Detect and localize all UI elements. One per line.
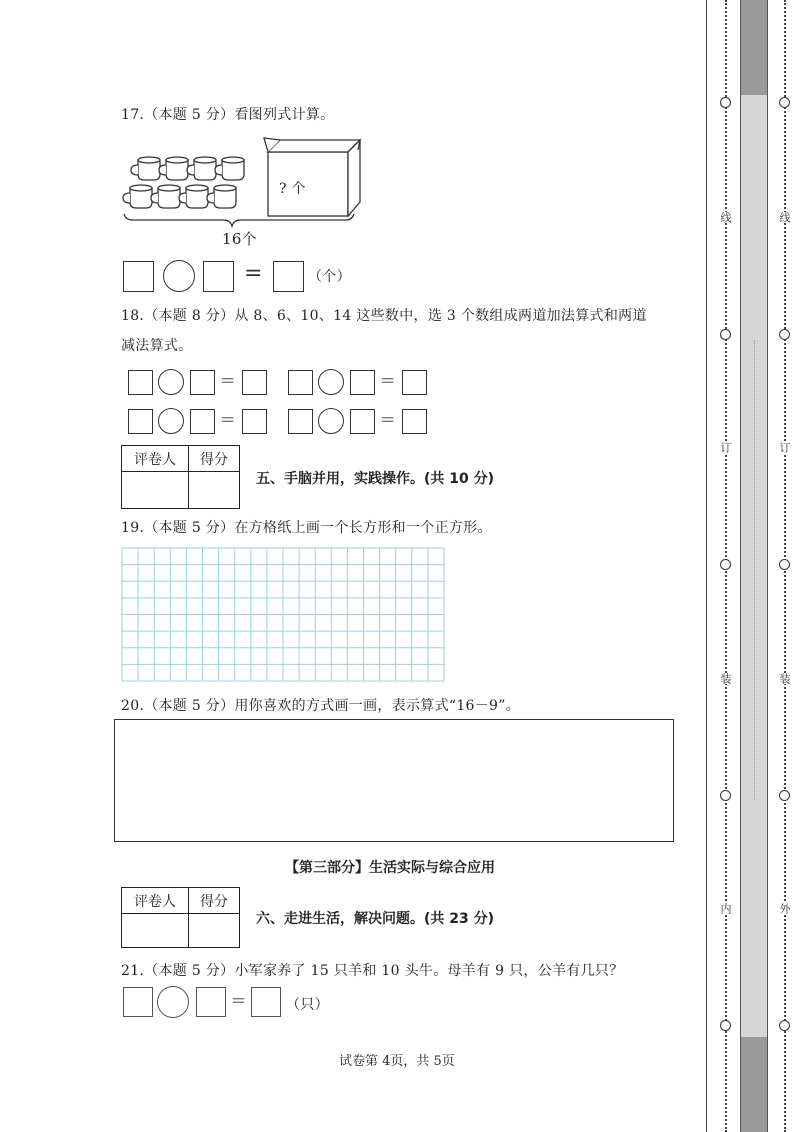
operator-circle[interactable] xyxy=(318,408,344,434)
answer-box[interactable] xyxy=(288,409,313,434)
question-18: 18.（本题 8 分）从 8、6、10、14 这些数中，选 3 个数组成两道加法算式和两道 xyxy=(121,308,647,324)
operator-circle[interactable] xyxy=(163,260,195,292)
answer-box[interactable] xyxy=(196,987,226,1017)
answer-box[interactable] xyxy=(350,370,375,395)
cup-icon xyxy=(151,185,180,208)
operator-circle[interactable] xyxy=(318,369,344,395)
binding-hole xyxy=(720,1020,731,1031)
question-21: 21.（本题 5 分）小军家养了 15 只羊和 10 头牛。母羊有 9 只，公羊有几只？ xyxy=(121,963,624,979)
grader-table xyxy=(121,887,240,948)
binding-hole xyxy=(779,790,790,801)
answer-box[interactable] xyxy=(128,409,153,434)
equals-sign: = xyxy=(231,990,247,1011)
score-label: 得分 xyxy=(189,888,240,914)
operator-circle[interactable] xyxy=(158,408,184,434)
grid-paper[interactable] xyxy=(121,547,445,682)
unit-label: （个） xyxy=(308,269,351,285)
equals-sign: = xyxy=(380,370,396,391)
cup-icon xyxy=(187,157,216,180)
binding-label: 装 xyxy=(719,673,732,684)
binding-hole xyxy=(779,97,790,108)
cup-icon xyxy=(123,185,152,208)
answer-box[interactable] xyxy=(402,409,427,434)
question-19: 19.（本题 5 分）在方格纸上画一个长方形和一个正方形。 xyxy=(121,520,492,536)
answer-box[interactable] xyxy=(402,370,427,395)
equals-sign: = xyxy=(380,409,396,430)
cup-icon xyxy=(207,185,236,208)
binding-label: 装 xyxy=(778,673,791,684)
unit-label: （只） xyxy=(286,997,329,1013)
grader-label: 评卷人 xyxy=(122,888,189,914)
grader-cell[interactable] xyxy=(122,472,189,509)
answer-box[interactable] xyxy=(251,987,281,1017)
answer-box[interactable] xyxy=(128,370,153,395)
section-6-title: 六、走进生活，解决问题。(共 23 分) xyxy=(256,911,495,927)
score-cell[interactable] xyxy=(189,914,240,948)
answer-box[interactable] xyxy=(288,370,313,395)
binding-label: 内 xyxy=(719,903,732,914)
binding-strip-top xyxy=(741,0,767,95)
binding-hole xyxy=(779,1020,790,1031)
cup-icon xyxy=(215,157,244,180)
binding-label: 外 xyxy=(778,903,791,914)
score-cell[interactable] xyxy=(189,472,240,509)
drawing-area[interactable] xyxy=(114,719,674,842)
part-3-title: 【第三部分】生活实际与综合应用 xyxy=(285,860,495,876)
score-label: 得分 xyxy=(189,446,240,472)
operator-circle[interactable] xyxy=(157,986,189,1018)
section-5-title: 五、手脑并用，实践操作。(共 10 分) xyxy=(256,471,495,487)
answer-box[interactable] xyxy=(190,409,215,434)
cup-icon xyxy=(131,157,160,180)
cup-icon xyxy=(179,185,208,208)
binding-hole xyxy=(720,97,731,108)
answer-box[interactable] xyxy=(242,409,267,434)
question-20: 20.（本题 5 分）用你喜欢的方式画一画，表示算式“16－9”。 xyxy=(121,698,521,714)
total-label: 16个 xyxy=(222,230,257,248)
binding-strip-bottom xyxy=(741,1037,767,1132)
answer-box[interactable] xyxy=(273,261,304,292)
box-label: ? 个 xyxy=(279,181,306,197)
binding-hole xyxy=(720,559,731,570)
equals-sign: = xyxy=(220,409,236,430)
binding-border xyxy=(706,0,707,1132)
binding-label: 订 xyxy=(778,442,791,453)
box-icon xyxy=(264,138,360,216)
binding-label: 线 xyxy=(719,212,732,223)
question-17: 17.（本题 5 分）看图列式计算。 xyxy=(121,107,335,123)
answer-box[interactable] xyxy=(190,370,215,395)
answer-box[interactable] xyxy=(203,261,234,292)
binding-hole xyxy=(720,329,731,340)
grader-table xyxy=(121,445,240,509)
binding-label: 订 xyxy=(719,442,732,453)
answer-box[interactable] xyxy=(242,370,267,395)
operator-circle[interactable] xyxy=(158,369,184,395)
answer-box[interactable] xyxy=(123,261,154,292)
binding-hole xyxy=(779,559,790,570)
answer-box[interactable] xyxy=(350,409,375,434)
equals-sign: = xyxy=(244,261,263,286)
question-18-cont: 减法算式。 xyxy=(121,338,193,354)
equals-sign: = xyxy=(220,370,236,391)
grader-label: 评卷人 xyxy=(122,446,189,472)
binding-hole xyxy=(779,329,790,340)
page-footer: 试卷第 4页，共 5页 xyxy=(339,1054,455,1069)
cup-icon xyxy=(159,157,188,180)
grader-cell[interactable] xyxy=(122,914,189,948)
binding-label: 线 xyxy=(778,212,791,223)
answer-box[interactable] xyxy=(123,987,153,1017)
binding-strip-dots xyxy=(754,340,755,800)
binding-hole xyxy=(720,790,731,801)
